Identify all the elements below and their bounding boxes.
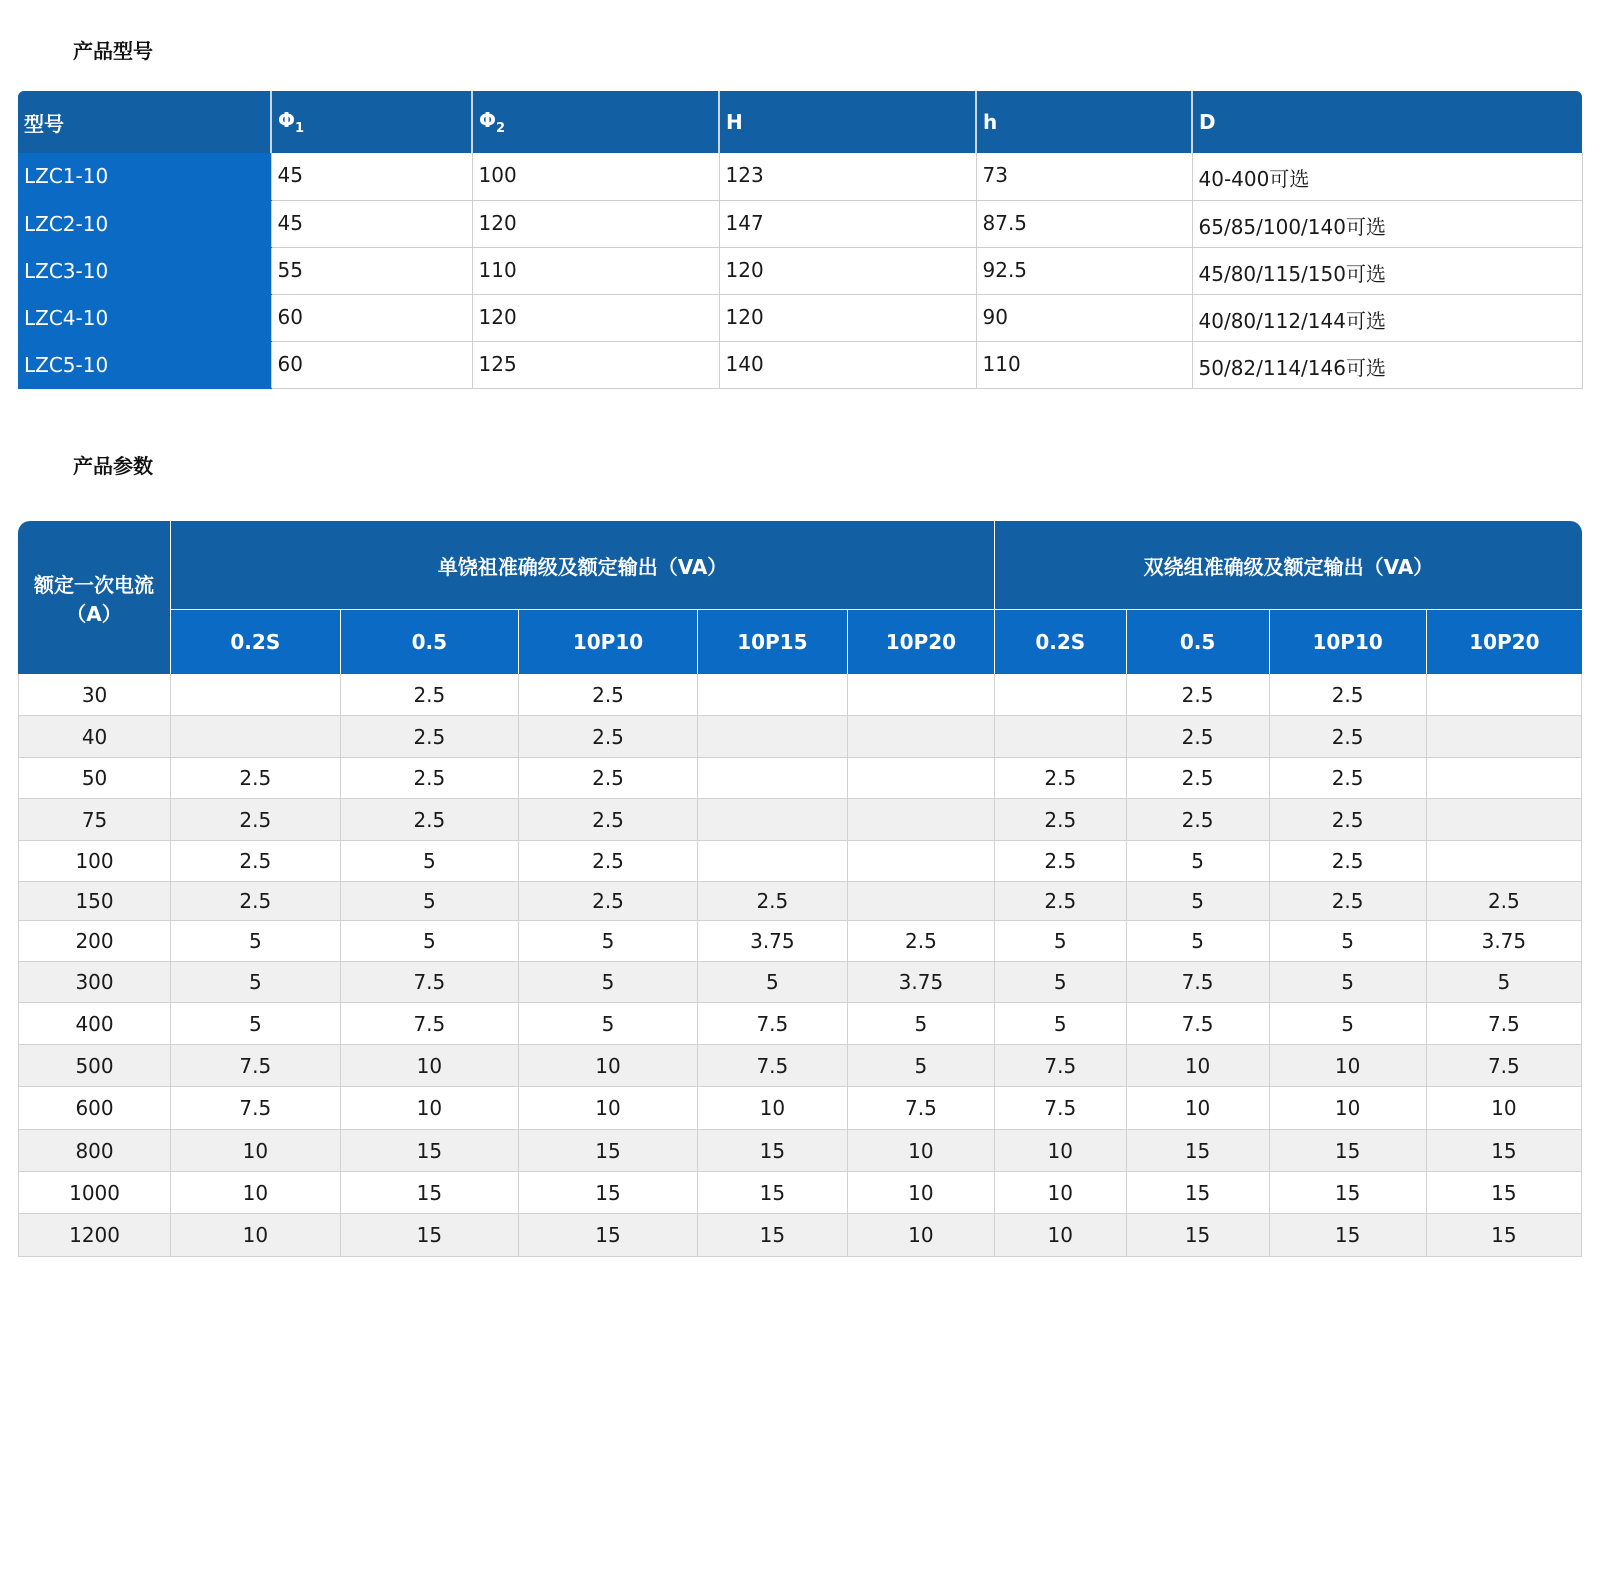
rated-output-cell [847,758,994,799]
rated-output-cell [847,674,994,716]
rated-output-cell: 15 [518,1214,697,1257]
rated-output-cell: 5 [170,962,339,1003]
rated-output-cell: 2.5 [340,758,519,799]
model-value-cell: 45 [271,153,472,200]
rated-output-cell: 10 [994,1130,1126,1172]
model-value-cell: 147 [719,200,976,247]
rated-output-cell: 7.5 [340,962,519,1003]
rated-output-cell: 10 [847,1172,994,1214]
params-row [18,1087,1582,1130]
rated-output-cell: 5 [1126,921,1269,962]
params-row [18,1130,1582,1172]
rated-output-cell: 7.5 [340,1003,519,1045]
model-value-cell: 60 [271,341,472,388]
rated-output-cell [847,882,994,921]
rated-output-cell: 5 [994,1003,1126,1045]
rated-output-cell: 2.5 [1269,841,1426,882]
rated-output-cell: 15 [518,1130,697,1172]
rated-output-cell: 15 [1426,1130,1582,1172]
rated-output-cell: 2.5 [170,799,339,841]
rated-output-cell: 2.5 [994,841,1126,882]
rated-output-cell: 15 [1126,1172,1269,1214]
model-value-cell: 140 [719,341,976,388]
header-model: 型号 [18,91,271,153]
rated-output-cell: 10 [847,1214,994,1257]
rated-output-cell: 5 [1269,921,1426,962]
rated-output-cell: 2.5 [340,674,519,716]
rated-output-cell: 15 [1269,1172,1426,1214]
rated-output-cell: 2.5 [1126,758,1269,799]
rated-output-cell: 2.5 [1269,716,1426,758]
model-name-cell: LZC5-10 [18,341,271,388]
rated-output-cell: 15 [697,1130,847,1172]
model-value-cell: 90 [976,294,1192,341]
rated-output-cell [697,841,847,882]
model-value-cell: 40/80/112/144可选 [1192,294,1582,341]
rated-output-cell: 2.5 [1269,674,1426,716]
params-header-row-2 [18,609,1582,674]
rated-output-cell [847,716,994,758]
header-H: H [719,91,976,153]
rated-output-cell: 15 [1426,1214,1582,1257]
rated-output-cell [1426,841,1582,882]
rated-current-cell: 800 [18,1130,170,1172]
params-row [18,674,1582,716]
rated-current-cell: 500 [18,1045,170,1087]
model-value-cell: 45/80/115/150可选 [1192,247,1582,294]
model-name-cell: LZC1-10 [18,153,271,200]
rated-current-cell: 75 [18,799,170,841]
rated-current-cell: 600 [18,1087,170,1130]
rated-output-cell: 7.5 [1126,962,1269,1003]
rated-output-cell: 2.5 [518,716,697,758]
rated-output-cell: 10 [1126,1045,1269,1087]
subheader-accuracy-class: 0.5 [340,609,519,674]
rated-output-cell: 5 [170,1003,339,1045]
rated-output-cell [847,799,994,841]
params-row [18,921,1582,962]
params-row [18,1172,1582,1214]
rated-output-cell: 10 [697,1087,847,1130]
rated-output-cell: 5 [847,1045,994,1087]
model-value-cell: 120 [719,294,976,341]
rated-output-cell: 2.5 [994,799,1126,841]
model-value-cell: 73 [976,153,1192,200]
rated-output-cell: 5 [994,962,1126,1003]
params-row [18,962,1582,1003]
rated-output-cell: 5 [518,962,697,1003]
rated-output-cell: 2.5 [518,799,697,841]
model-value-cell: 45 [271,200,472,247]
model-value-cell: 87.5 [976,200,1192,247]
rated-output-cell: 10 [1126,1087,1269,1130]
models-table [18,91,1583,389]
rated-output-cell: 10 [1269,1045,1426,1087]
params-header-row-1 [18,521,1582,609]
model-row [18,294,1582,341]
rated-current-cell: 200 [18,921,170,962]
rated-output-cell: 15 [1269,1214,1426,1257]
model-value-cell: 120 [472,200,719,247]
rated-output-cell: 15 [340,1130,519,1172]
rated-output-cell: 7.5 [697,1003,847,1045]
model-name-cell: LZC4-10 [18,294,271,341]
subheader-accuracy-class: 0.2S [994,609,1126,674]
rated-output-cell: 2.5 [170,841,339,882]
rated-output-cell [1426,716,1582,758]
rated-output-cell: 5 [518,1003,697,1045]
rated-output-cell: 15 [340,1172,519,1214]
rated-output-cell: 10 [170,1130,339,1172]
params-row [18,1003,1582,1045]
models-section-title: 产品型号 [73,39,153,63]
rated-output-cell [1426,758,1582,799]
rated-current-cell: 50 [18,758,170,799]
rated-output-cell: 10 [994,1172,1126,1214]
rated-output-cell: 10 [170,1172,339,1214]
header-single-winding-group: 单饶祖准确级及额定输出（VA） [170,521,994,609]
model-value-cell: 125 [472,341,719,388]
rated-output-cell [170,674,339,716]
rated-output-cell: 15 [1269,1130,1426,1172]
rated-output-cell: 10 [518,1087,697,1130]
model-value-cell: 110 [472,247,719,294]
model-row [18,341,1582,388]
rated-output-cell [697,799,847,841]
rated-output-cell: 3.75 [1426,921,1582,962]
rated-current-cell: 40 [18,716,170,758]
subheader-accuracy-class: 10P15 [697,609,847,674]
model-value-cell: 50/82/114/146可选 [1192,341,1582,388]
model-row [18,153,1582,200]
rated-output-cell: 7.5 [170,1045,339,1087]
rated-output-cell: 2.5 [518,882,697,921]
header-phi2: $\Phi_2$ [472,91,719,153]
rated-output-cell: 2.5 [697,882,847,921]
rated-output-cell: 15 [697,1172,847,1214]
rated-output-cell: 10 [847,1130,994,1172]
rated-output-cell [994,716,1126,758]
rated-output-cell: 3.75 [847,962,994,1003]
model-value-cell: 100 [472,153,719,200]
rated-output-cell [170,716,339,758]
subheader-accuracy-class: 10P20 [1426,609,1582,674]
rated-output-cell: 7.5 [994,1045,1126,1087]
subheader-accuracy-class: 10P20 [847,609,994,674]
model-value-cell: 55 [271,247,472,294]
rated-output-cell: 7.5 [170,1087,339,1130]
rated-output-cell: 2.5 [518,841,697,882]
rated-output-cell: 2.5 [994,758,1126,799]
rated-output-cell: 5 [340,921,519,962]
rated-output-cell: 7.5 [847,1087,994,1130]
rated-output-cell: 15 [697,1214,847,1257]
rated-output-cell [697,716,847,758]
rated-current-cell: 400 [18,1003,170,1045]
rated-output-cell: 3.75 [697,921,847,962]
models-header-row [18,91,1582,153]
rated-output-cell: 5 [1269,962,1426,1003]
rated-output-cell: 2.5 [340,716,519,758]
rated-output-cell: 7.5 [1426,1003,1582,1045]
rated-output-cell: 5 [1269,1003,1426,1045]
rated-output-cell: 2.5 [170,758,339,799]
rated-output-cell: 2.5 [340,799,519,841]
rated-output-cell: 5 [1126,841,1269,882]
rated-output-cell: 2.5 [518,674,697,716]
rated-output-cell: 5 [1126,882,1269,921]
params-table [18,521,1582,1257]
rated-output-cell: 5 [518,921,697,962]
rated-output-cell [1426,674,1582,716]
header-h: h [976,91,1192,153]
rated-output-cell [1426,799,1582,841]
subheader-accuracy-class: 10P10 [1269,609,1426,674]
rated-output-cell: 5 [847,1003,994,1045]
model-value-cell: 120 [719,247,976,294]
header-phi1: $\Phi_1$ [271,91,472,153]
subheader-accuracy-class: 0.5 [1126,609,1269,674]
rated-output-cell: 15 [1126,1130,1269,1172]
rated-output-cell: 10 [1426,1087,1582,1130]
rated-output-cell: 2.5 [994,882,1126,921]
rated-output-cell: 10 [1269,1087,1426,1130]
rated-output-cell: 15 [518,1172,697,1214]
rated-output-cell: 7.5 [697,1045,847,1087]
params-row [18,758,1582,799]
params-section-title: 产品参数 [73,454,153,478]
rated-output-cell: 2.5 [1269,758,1426,799]
rated-output-cell: 7.5 [994,1087,1126,1130]
rated-output-cell: 2.5 [1269,882,1426,921]
rated-output-cell: 2.5 [847,921,994,962]
model-name-cell: LZC2-10 [18,200,271,247]
header-D: D [1192,91,1582,153]
rated-output-cell: 5 [340,841,519,882]
rated-output-cell [847,841,994,882]
rated-current-cell: 150 [18,882,170,921]
params-row [18,799,1582,841]
params-row [18,882,1582,921]
rated-output-cell: 5 [994,921,1126,962]
rated-output-cell [697,674,847,716]
rated-output-cell: 2.5 [1126,674,1269,716]
rated-output-cell: 2.5 [1269,799,1426,841]
header-double-winding-group: 双绕组准确级及额定输出（VA） [994,521,1582,609]
rated-output-cell: 2.5 [170,882,339,921]
rated-current-cell: 1200 [18,1214,170,1257]
model-value-cell: 65/85/100/140可选 [1192,200,1582,247]
rated-output-cell [994,674,1126,716]
subheader-accuracy-class: 0.2S [170,609,339,674]
rated-output-cell: 10 [340,1087,519,1130]
rated-output-cell: 5 [340,882,519,921]
rated-output-cell: 7.5 [1426,1045,1582,1087]
params-row [18,716,1582,758]
rated-current-cell: 300 [18,962,170,1003]
rated-output-cell: 10 [518,1045,697,1087]
rated-output-cell: 15 [340,1214,519,1257]
rated-current-cell: 100 [18,841,170,882]
rated-output-cell: 10 [170,1214,339,1257]
rated-output-cell: 2.5 [1126,716,1269,758]
rated-output-cell: 2.5 [518,758,697,799]
params-row [18,1045,1582,1087]
model-value-cell: 110 [976,341,1192,388]
model-value-cell: 120 [472,294,719,341]
params-row [18,1214,1582,1257]
model-value-cell: 60 [271,294,472,341]
rated-output-cell: 5 [170,921,339,962]
model-name-cell: LZC3-10 [18,247,271,294]
rated-output-cell: 10 [994,1214,1126,1257]
params-row [18,841,1582,882]
model-row [18,247,1582,294]
rated-output-cell: 5 [697,962,847,1003]
subheader-accuracy-class: 10P10 [518,609,697,674]
rated-output-cell: 7.5 [1126,1003,1269,1045]
rated-output-cell: 2.5 [1426,882,1582,921]
rated-output-cell: 10 [340,1045,519,1087]
rated-output-cell: 15 [1426,1172,1582,1214]
model-value-cell: 123 [719,153,976,200]
model-value-cell: 92.5 [976,247,1192,294]
rated-output-cell: 15 [1126,1214,1269,1257]
header-rated-primary-current: 额定一次电流 （A） [18,521,170,674]
model-value-cell: 40-400可选 [1192,153,1582,200]
rated-current-cell: 1000 [18,1172,170,1214]
rated-output-cell [697,758,847,799]
rated-current-cell: 30 [18,674,170,716]
rated-output-cell: 5 [1426,962,1582,1003]
rated-output-cell: 2.5 [1126,799,1269,841]
model-row [18,200,1582,247]
